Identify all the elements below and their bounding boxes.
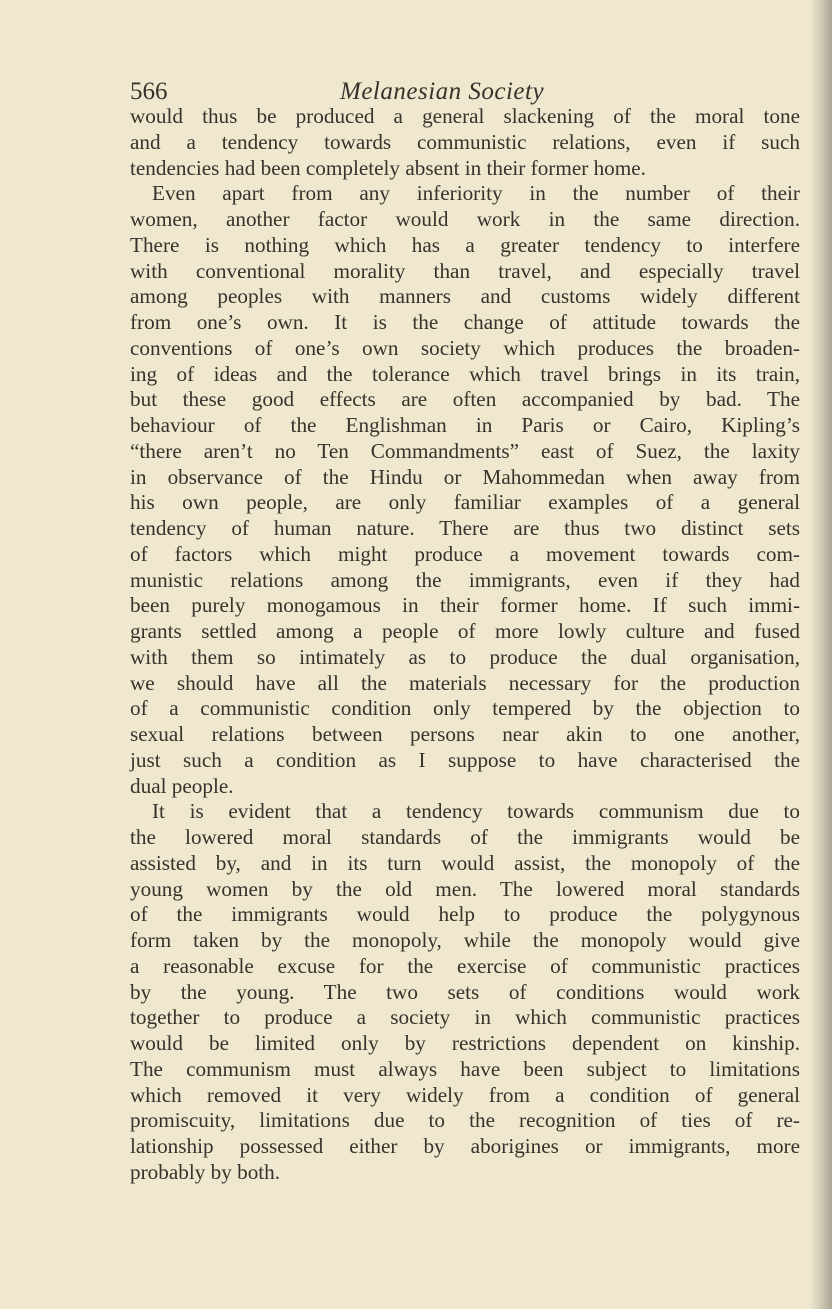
- text-line: we should have all the materials necessary for the production: [130, 670, 800, 695]
- text-line: grants settled among a people of more lowly culture and fused: [130, 619, 800, 643]
- text-line: tendency of human nature. There are thus two distinct sets: [130, 516, 800, 540]
- body-text: [130, 104, 800, 1186]
- text-line: form taken by the monopoly, while the monopoly would give: [130, 928, 800, 952]
- page-number: 566: [130, 78, 168, 105]
- text-line: dual people.: [130, 773, 234, 798]
- text-line: behaviour of the Englishman in Paris or Cairo, Kipling’s: [130, 413, 800, 437]
- text-line: Even apart from any inferiority in the number of their: [152, 181, 800, 206]
- text-line: in observance of the Hindu or Mahommedan when away from: [130, 464, 800, 489]
- text-line: probably by both.: [130, 1159, 281, 1184]
- text-line: lationship possessed either by aborigines or immigrants, more: [130, 1134, 800, 1158]
- text-line: of the immigrants would help to produce the polygynous: [130, 902, 800, 927]
- text-line: been purely monogamous in their former home. If such immi-: [130, 593, 800, 618]
- text-line: of a communistic condition only tempered by the objection to: [130, 696, 800, 721]
- text-line: The communism must always have been subject to limitations: [130, 1056, 800, 1081]
- text-line: munistic relations among the immigrants, even if they had: [130, 567, 800, 592]
- text-line: There is nothing which has a greater tendency to interfere: [130, 232, 800, 257]
- text-line: with them so intimately as to produce the dual organisation,: [130, 644, 800, 669]
- running-title: Melanesian Society: [340, 78, 545, 105]
- text-line: and a tendency towards communistic relations, even if such: [130, 129, 800, 154]
- text-line: It is evident that a tendency towards communism due to: [152, 799, 800, 824]
- text-line: of factors which might produce a movement towards com-: [130, 541, 800, 566]
- text-line: from one’s own. It is the change of attitude towards the: [130, 310, 800, 334]
- text-line: conventions of one’s own society which produces the broaden-: [130, 335, 800, 360]
- text-line: assisted by, and in its turn would assist, the monopoly of the: [130, 850, 800, 875]
- text-line: but these good effects are often accompanied by bad. The: [130, 387, 800, 412]
- text-line: young women by the old men. The lowered moral standards: [130, 876, 800, 901]
- text-line: with conventional morality than travel, and especially travel: [130, 258, 800, 283]
- text-line: a reasonable excuse for the exercise of communistic practices: [130, 953, 800, 978]
- text-line: would thus be produced a general slackening of the moral tone: [130, 104, 800, 128]
- text-line: would be limited only by restrictions dependent on kinship.: [130, 1031, 800, 1055]
- text-line: by the young. The two sets of conditions would work: [130, 979, 800, 1004]
- page-edge-shadow: [810, 0, 832, 1309]
- text-line: “there aren’t no Ten Commandments” east of Suez, the laxity: [130, 438, 800, 463]
- text-line: together to produce a society in which communistic practices: [130, 1005, 800, 1030]
- text-line: tendencies had been completely absent in their former home.: [130, 155, 646, 180]
- text-line: just such a condition as I suppose to have characterised the: [130, 747, 800, 772]
- text-line: among peoples with manners and customs widely different: [130, 284, 800, 309]
- text-line: which removed it very widely from a condition of general: [130, 1082, 800, 1107]
- text-line: women, another factor would work in the same direction.: [130, 207, 800, 231]
- text-line: his own people, are only familiar examples of a general: [130, 490, 800, 515]
- text-line: ing of ideas and the tolerance which travel brings in its train,: [130, 361, 800, 386]
- text-line: promiscuity, limitations due to the recognition of ties of re-: [130, 1108, 800, 1133]
- text-line: the lowered moral standards of the immigrants would be: [130, 825, 800, 849]
- text-line: sexual relations between persons near akin to one another,: [130, 722, 800, 746]
